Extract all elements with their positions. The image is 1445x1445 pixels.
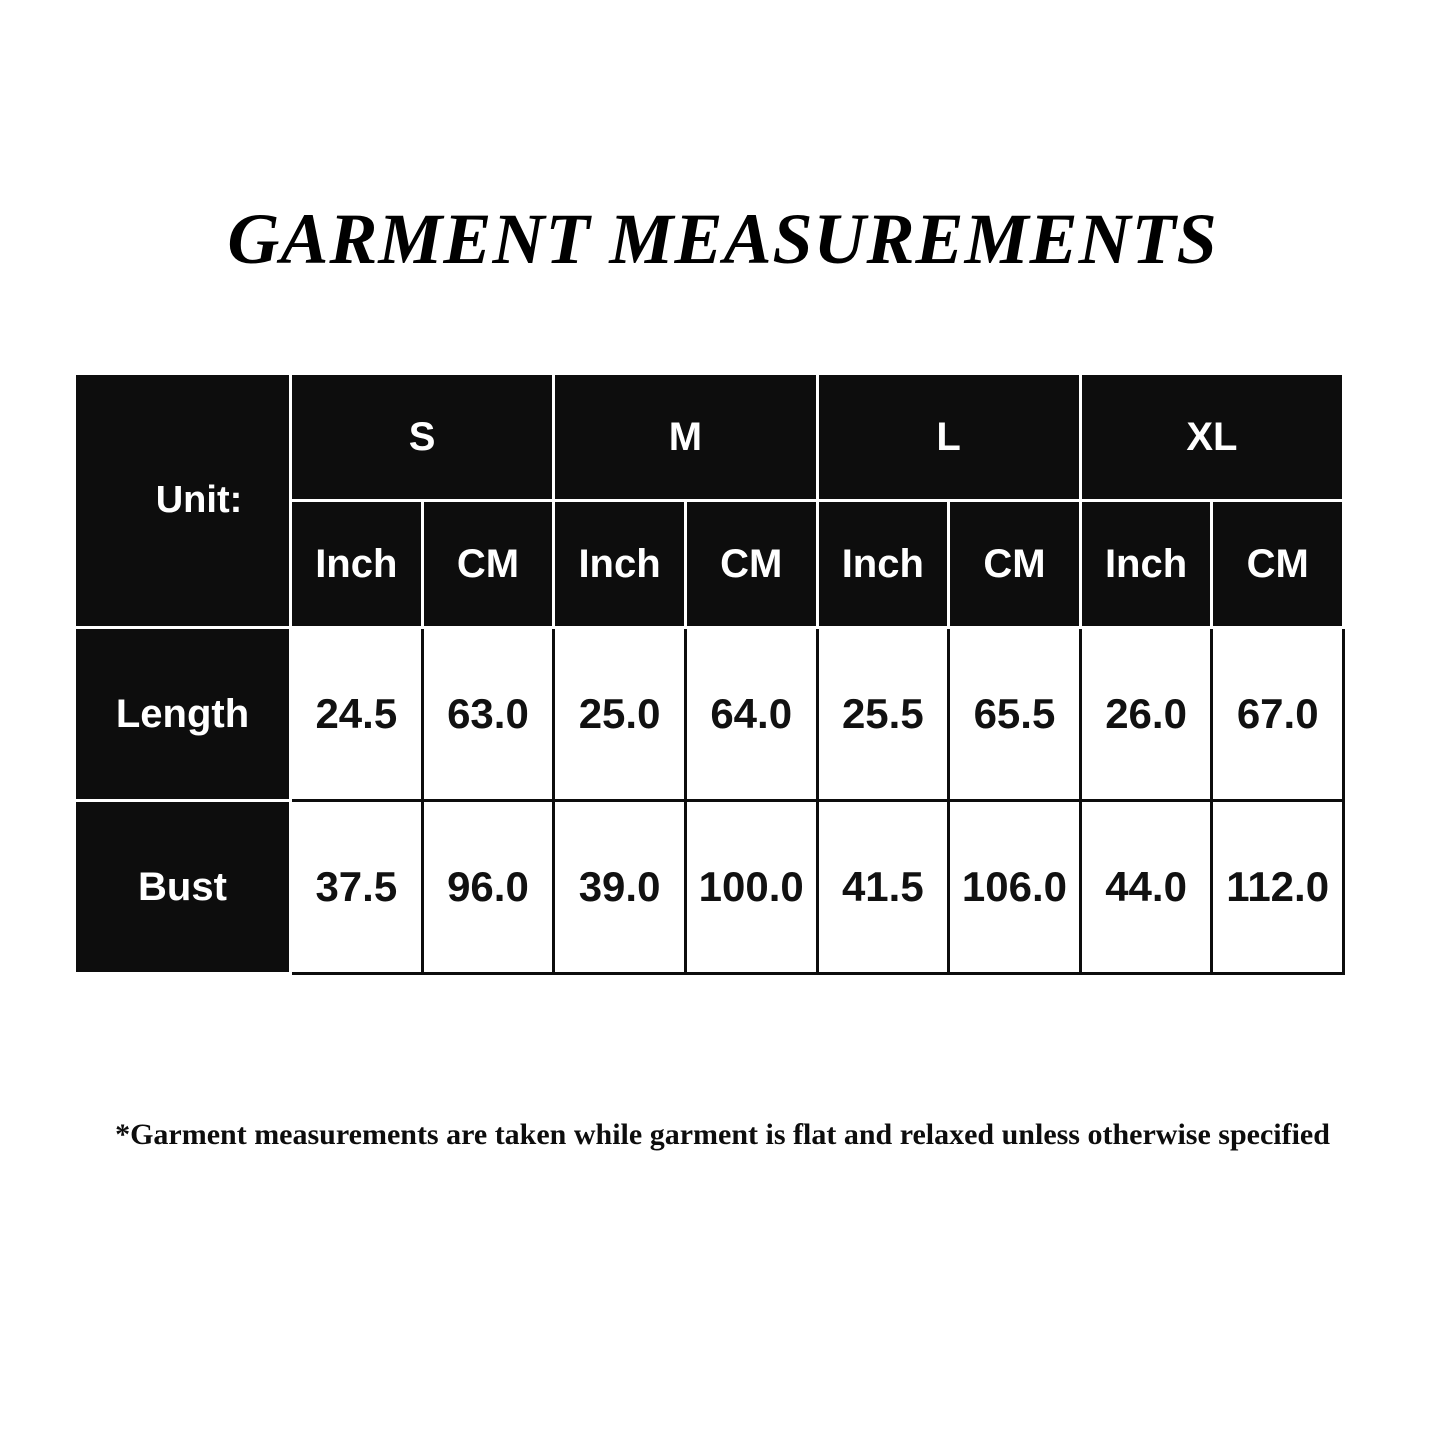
unit-header-s-cm: CM xyxy=(422,501,554,628)
unit-header-xl-inch: Inch xyxy=(1080,501,1212,628)
bust-xl-inch: 44.0 xyxy=(1080,801,1212,974)
bust-m-cm: 100.0 xyxy=(685,801,817,974)
size-header-xl: XL xyxy=(1080,374,1343,501)
size-header-s: S xyxy=(291,374,554,501)
length-m-cm: 64.0 xyxy=(685,628,817,801)
bust-s-cm: 96.0 xyxy=(422,801,554,974)
measurements-table-wrapper xyxy=(73,372,1345,975)
measurements-table xyxy=(73,372,1345,975)
unit-header-l-cm: CM xyxy=(949,501,1081,628)
bust-xl-cm: 112.0 xyxy=(1212,801,1344,974)
length-s-inch: 24.5 xyxy=(291,628,423,801)
size-header-m: M xyxy=(554,374,817,501)
bust-s-inch: 37.5 xyxy=(291,801,423,974)
unit-header-l-inch: Inch xyxy=(817,501,949,628)
bust-l-inch: 41.5 xyxy=(817,801,949,974)
length-l-cm: 65.5 xyxy=(949,628,1081,801)
size-header-l: L xyxy=(817,374,1080,501)
length-l-inch: 25.5 xyxy=(817,628,949,801)
length-m-inch: 25.0 xyxy=(554,628,686,801)
table-header-size-row xyxy=(75,374,1344,501)
page-title: GARMENT MEASUREMENTS xyxy=(227,199,1218,279)
table-row xyxy=(75,628,1344,801)
unit-header-xl-cm: CM xyxy=(1212,501,1344,628)
row-label-bust: Bust xyxy=(75,801,291,974)
unit-label-cell: Unit: xyxy=(75,374,291,628)
length-xl-inch: 26.0 xyxy=(1080,628,1212,801)
bust-m-inch: 39.0 xyxy=(554,801,686,974)
row-label-length: Length xyxy=(75,628,291,801)
length-xl-cm: 67.0 xyxy=(1212,628,1344,801)
unit-header-m-inch: Inch xyxy=(554,501,686,628)
footnote-text: *Garment measurements are taken while garment is flat and relaxed unless otherwise specified xyxy=(115,1118,1330,1151)
length-s-cm: 63.0 xyxy=(422,628,554,801)
unit-header-s-inch: Inch xyxy=(291,501,423,628)
bust-l-cm: 106.0 xyxy=(949,801,1081,974)
unit-header-m-cm: CM xyxy=(685,501,817,628)
table-row xyxy=(75,801,1344,974)
